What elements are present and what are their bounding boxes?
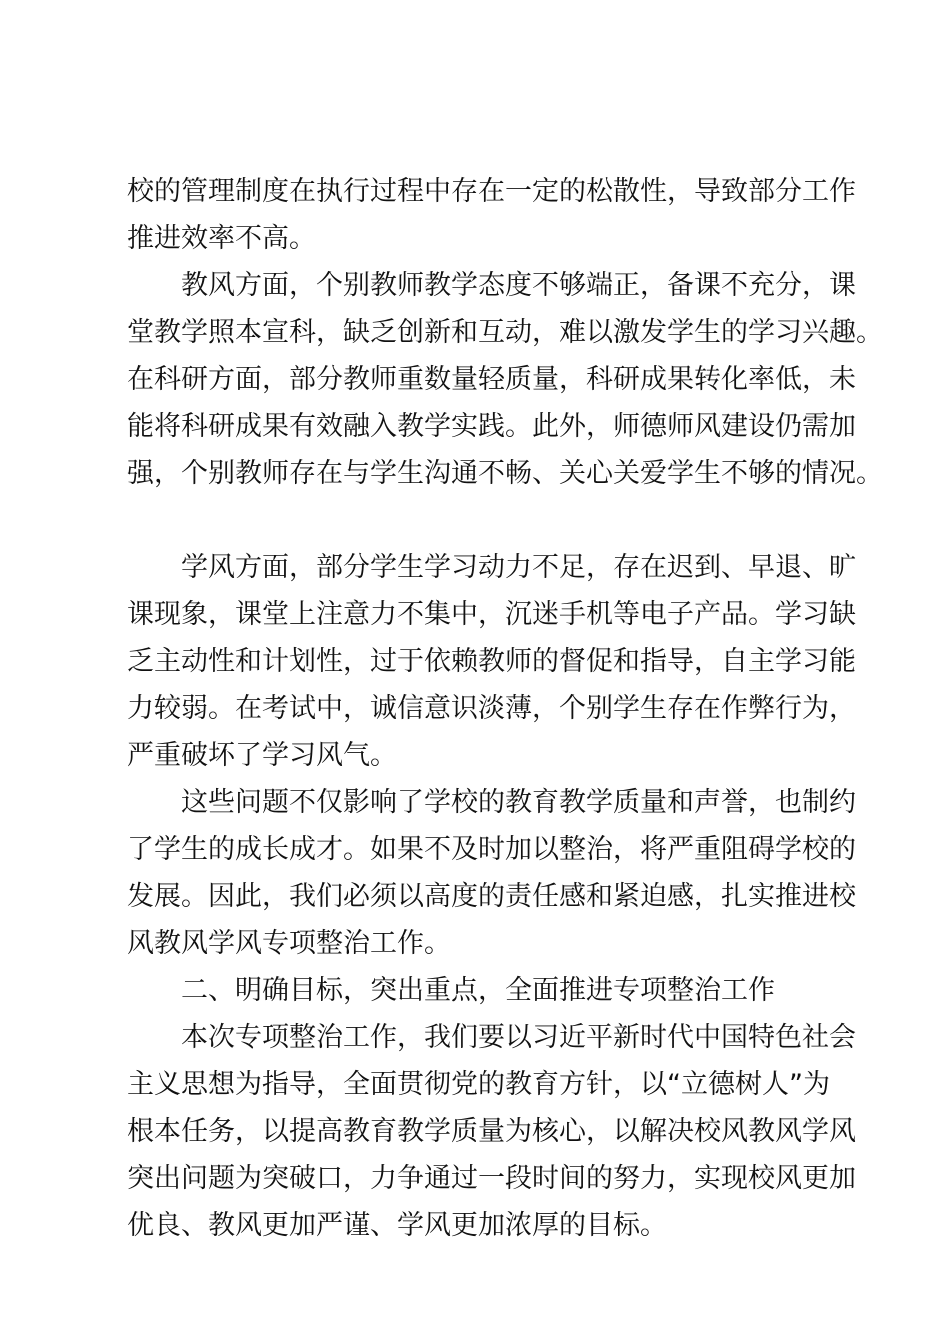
- text-line: 主义思想为指导，全面贯彻党的教育方针，以“立德树人”为: [127, 1069, 830, 1100]
- text-line: 这些问题不仅影响了学校的教育教学质量和声誉，也制约: [181, 787, 856, 818]
- paragraph-impact: [127, 779, 856, 967]
- paragraph-goals: [127, 1014, 856, 1249]
- text-line: 优良、教风更加严谨、学风更加浓厚的目标。: [127, 1210, 667, 1241]
- text-line: 突出问题为突破口，力争通过一段时间的努力，实现校风更加: [127, 1163, 856, 1194]
- text-line: 乏主动性和计划性，过于依赖教师的督促和指导，自主学习能: [127, 646, 856, 677]
- text-line: 强，个别教师存在与学生沟通不畅、关心关爱学生不够的情况。: [127, 458, 883, 489]
- text-line: 课现象，课堂上注意力不集中，沉迷手机等电子产品。学习缺: [127, 599, 856, 630]
- text-line: 发展。因此，我们必须以高度的责任感和紧迫感，扎实推进校: [127, 881, 856, 912]
- text-line: 根本任务，以提高教育教学质量为核心，以解决校风教风学风: [127, 1116, 856, 1147]
- text-line: 教风方面，个别教师教学态度不够端正，备课不充分，课: [181, 270, 856, 301]
- text-line: 校的管理制度在执行过程中存在一定的松散性，导致部分工作: [127, 176, 856, 207]
- text-line: 推进效率不高。: [127, 223, 316, 254]
- paragraph-teaching-style: [127, 262, 883, 497]
- text-line: 在科研方面，部分教师重数量轻质量，科研成果转化率低，未: [127, 364, 856, 395]
- text-line: 本次专项整治工作，我们要以习近平新时代中国特色社会: [181, 1022, 856, 1053]
- text-line: 了学生的成长成才。如果不及时加以整治，将严重阻碍学校的: [127, 834, 856, 865]
- text-line: 风教风学风专项整治工作。: [127, 928, 451, 959]
- paragraph-study-style: [127, 544, 856, 779]
- section-heading: [127, 967, 837, 1014]
- text-line: 严重破坏了学习风气。: [127, 740, 397, 771]
- text-line: 能将科研成果有效融入教学实践。此外，师德师风建设仍需加: [127, 411, 856, 442]
- document-body: [127, 168, 883, 1249]
- heading-text: 二、明确目标，突出重点，全面推进专项整治工作: [181, 975, 775, 1006]
- text-line: 学风方面，部分学生学习动力不足，存在迟到、早退、旷: [181, 552, 856, 583]
- paragraph-continuation: [127, 168, 856, 262]
- text-line: 堂教学照本宣科，缺乏创新和互动，难以激发学生的学习兴趣。: [127, 317, 883, 348]
- text-line: 力较弱。在考试中，诚信意识淡薄，个别学生存在作弊行为，: [127, 693, 856, 724]
